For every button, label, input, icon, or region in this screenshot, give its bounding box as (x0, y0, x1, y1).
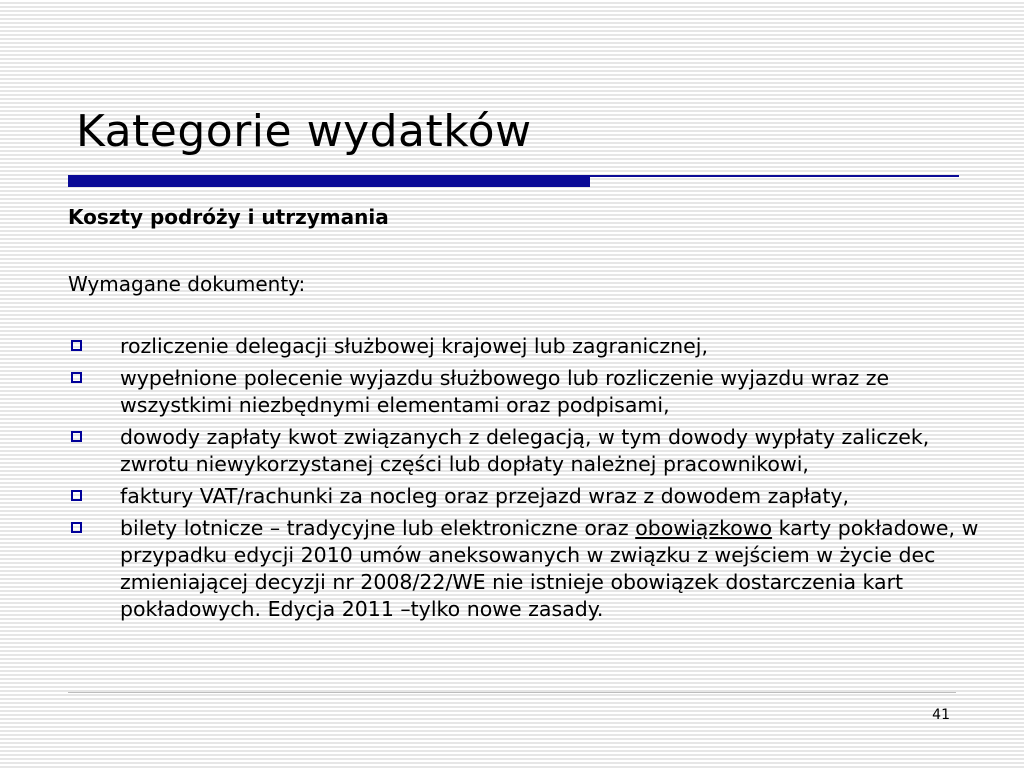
list-item-text: rozliczenie delegacji służbowej krajowej lub zagranicznej, (120, 334, 708, 358)
square-bullet-icon (71, 372, 82, 383)
slide-title: Kategorie wydatków (76, 106, 532, 157)
slide-number: 41 (932, 707, 950, 723)
footer-divider (68, 692, 956, 693)
required-documents-list (68, 333, 988, 628)
list-item (68, 515, 988, 623)
intro-text: Wymagane dokumenty: (68, 272, 306, 296)
list-item (68, 424, 988, 478)
square-bullet-icon (71, 490, 82, 501)
list-item-text: wypełnione polecenie wyjazdu służbowego lub rozliczenie wyjazdu wraz ze wszystkimi niezbędnymi elementami oraz podpisami, (120, 366, 890, 417)
square-bullet-icon (71, 431, 82, 442)
list-item (68, 365, 988, 419)
underlined-emphasis: obowiązkowo (635, 516, 773, 540)
list-item-text-start: bilety lotnicze – tradycyjne lub elektroniczne oraz (120, 516, 636, 540)
list-item-text: dowody zapłaty kwot związanych z delegacją, w tym dowody wypłaty zaliczek, zwrotu niewykorzystanej części lub dopłaty należnej pracownikowi, (120, 425, 930, 476)
title-underline-thick (68, 175, 590, 187)
square-bullet-icon (71, 522, 82, 533)
list-item (68, 333, 988, 360)
list-item (68, 483, 988, 510)
square-bullet-icon (71, 340, 82, 351)
list-item-text: faktury VAT/rachunki za nocleg oraz przejazd wraz z dowodem zapłaty, (120, 484, 850, 508)
list-item-text-end: karty pokładowe, w przypadku edycji 2010 umów aneksowanych w związku z wejściem w życie dec zmieniającej decyzji nr 2008/22/WE nie istnieje obowiązek dostarczenia kart pokładowych. Edycja 2011 –tylko nowe zasady. (120, 516, 979, 621)
title-underline-thin (590, 175, 959, 177)
section-heading: Koszty podróży i utrzymania (68, 205, 389, 229)
